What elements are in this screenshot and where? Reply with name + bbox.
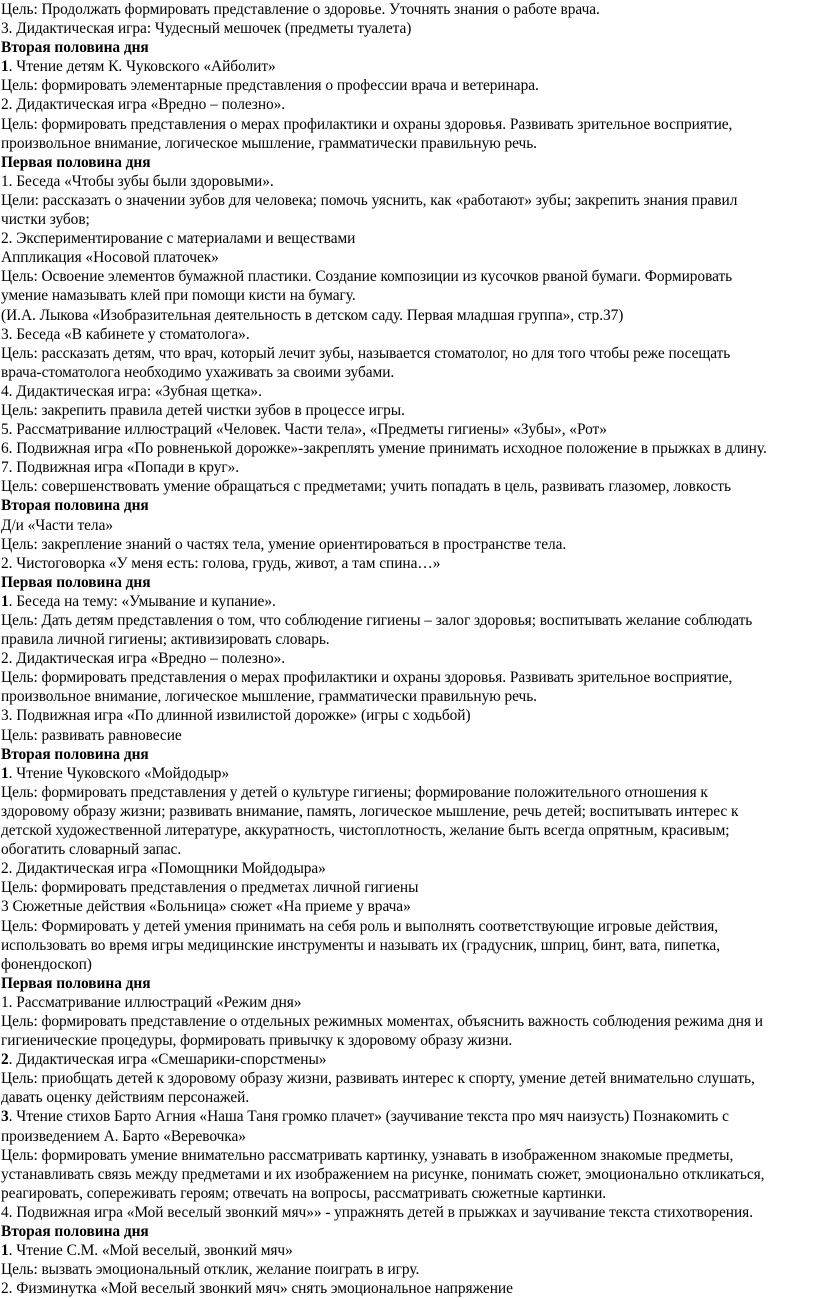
section-heading <box>1 38 810 57</box>
line-text: 3. Дидактическая игра: Чудесный мешочек (предметы туалета) <box>1 20 412 38</box>
line-text: здоровому образу жизни; развивать внимание, память, логическое мышление, речь детей; воспитывать интерес к <box>1 802 739 820</box>
line-text: Цель: закрепление знаний о частях тела, умение ориентироваться в пространстве тела. <box>1 535 567 553</box>
text-line <box>1 1088 810 1107</box>
text-line <box>1 783 810 802</box>
line-text: . Дидактическая игра «Смешарики-спорстмены» <box>8 1051 327 1069</box>
line-text: Цель: формировать представление о отдельных режимных моментах, объяснить важность соблюдения режима дня и <box>1 1012 763 1030</box>
line-text: 3 Сюжетные действия «Больница» сюжет «На приеме у врача» <box>1 898 411 916</box>
line-text: Аппликация «Носовой платочек» <box>1 249 219 267</box>
section-heading <box>1 1222 810 1241</box>
text-line <box>1 917 810 936</box>
line-text: Цель: Дать детям представления о том, что соблюдение гигиены – залог здоровья; воспитывать желание соблюдать <box>1 612 753 629</box>
item-number: 3 <box>1 1108 9 1126</box>
line-text: Цели: рассказать о значении зубов для человека; помочь уяснить, как «работают» зубы; закрепить знания правил <box>1 191 738 209</box>
line-text: Первая половина дня <box>1 153 151 171</box>
section-heading <box>1 496 810 515</box>
line-text: 2. Физминутка «Мой веселый звонкий мяч» снять эмоциональное напряжение <box>1 1280 513 1298</box>
item-number: 1 <box>1 58 9 76</box>
text-line <box>1 1127 810 1146</box>
text-line <box>1 726 810 745</box>
text-line <box>1 516 810 535</box>
text-line <box>1 439 810 458</box>
line-text: Вторая половина дня <box>1 497 149 515</box>
text-line <box>1 401 810 420</box>
text-line <box>1 19 810 38</box>
line-text: Цель: формировать представления о мерах профилактики и охраны здоровья. Развивать зрительное восприятие, <box>1 669 733 687</box>
line-text: 3. Подвижная игра «По длинной извилистой дорожке» (игры с ходьбой) <box>1 707 471 725</box>
line-text: Цель: Формировать у детей умения принимать на себя роль и выполнять соответствующие игровые действия, <box>1 917 719 935</box>
line-text: 4. Дидактическая игра: «Зубная щетка». <box>1 382 262 400</box>
text-line <box>1 554 810 573</box>
text-line <box>1 840 810 859</box>
text-line <box>1 535 810 554</box>
text-line <box>1 1279 810 1298</box>
line-text: . Чтение С.М. «Мой веселый, звонкий мяч» <box>8 1242 293 1260</box>
line-text: Д/и «Части тела» <box>1 516 113 534</box>
text-line <box>1 1241 810 1260</box>
line-text: Цель: приобщать детей к здоровому образу жизни, развивать интерес к спорту, умение детей внимательно слушать, <box>1 1070 755 1088</box>
line-text: произвольное внимание, логическое мышление, грамматически правильную речь. <box>1 688 537 706</box>
line-text: 1. Рассматривание иллюстраций «Режим дня» <box>1 993 302 1011</box>
text-line <box>1 764 810 783</box>
line-text: врача-стоматолога необходимо ухаживать за своими зубами. <box>1 363 395 381</box>
text-line <box>1 344 810 363</box>
text-line <box>1 57 810 76</box>
line-text: Цель: формировать представления о предметах личной гигиены <box>1 879 419 897</box>
line-text: гигиенические процедуры, формировать привычку к здоровому образу жизни. <box>1 1032 513 1050</box>
line-text: Цель: совершенствовать умение обращаться с предметами; учить попадать в цель, развивать глазомер, ловкость <box>1 478 731 496</box>
line-text: использовать во время игры медицинские инструменты и называть их (градусник, шприц, бинт, вата, пипетка, <box>1 936 721 954</box>
text-line <box>1 1184 810 1203</box>
line-text: 2. Дидактическая игра «Вредно – полезно». <box>1 650 286 668</box>
text-line <box>1 286 810 305</box>
line-text: 3. Беседа «В кабинете у стоматолога». <box>1 325 250 343</box>
line-text: 2. Дидактическая игра «Помощники Мойдодыра» <box>1 860 326 878</box>
text-line <box>1 420 810 439</box>
text-line <box>1 1260 810 1279</box>
text-line <box>1 382 810 401</box>
text-line <box>1 306 810 325</box>
text-line <box>1 706 810 725</box>
item-number: 1 <box>1 592 9 610</box>
line-text: 2. Дидактическая игра «Вредно – полезно». <box>1 96 286 114</box>
line-text: Цель: закрепить правила детей чистки зубов в процессе игры. <box>1 401 405 419</box>
text-line <box>1 592 810 611</box>
line-text: 6. Подвижная игра «По ровненькой дорожке»-закреплять умение принимать исходное положение в прыжках в длину. <box>1 440 767 458</box>
line-text: умение намазывать клей при помощи кисти на бумагу. <box>1 287 356 305</box>
text-line <box>1 1146 810 1165</box>
line-text: Цель: вызвать эмоциональный отклик, желание поиграть в игру. <box>1 1261 420 1279</box>
line-text: Цель: формировать представления о мерах профилактики и охраны здоровья. Развивать зрительное восприятие, <box>1 115 733 133</box>
line-text: Цель: рассказать детям, что врач, который лечит зубы, называется стоматолог, но для того чтобы реже посещать <box>1 344 731 362</box>
text-line <box>1 115 810 134</box>
line-text: обогатить словарный запас. <box>1 841 182 859</box>
text-line <box>1 248 810 267</box>
line-text: Цель: формировать представления у детей о культуре гигиены; формирование положительного отношения к <box>1 783 708 801</box>
line-text: Цель: формировать умение внимательно рассматривать картинку, узнавать в изображенном знакомые предметы, <box>1 1146 734 1164</box>
line-text: давать оценку действиям персонажей. <box>1 1089 250 1107</box>
text-line <box>1 229 810 248</box>
text-line <box>1 878 810 897</box>
text-line <box>1 821 810 840</box>
text-line <box>1 325 810 344</box>
text-line <box>1 0 810 19</box>
text-line <box>1 687 810 706</box>
line-text: 5. Рассматривание иллюстраций «Человек. Части тела», «Предметы гигиены» «Зубы», «Рот» <box>1 421 607 439</box>
text-line <box>1 134 810 153</box>
section-heading <box>1 573 810 592</box>
line-text: правила личной гигиены; активизировать словарь. <box>1 631 330 649</box>
line-text: . Беседа на тему: «Умывание и купание». <box>8 592 276 610</box>
line-text: Цель: формировать элементарные представления о профессии врача и ветеринара. <box>1 77 539 95</box>
line-text: устанавливать связь между предметами и их изображением на рисунке, понимать сюжет, эмоционально откликаться, <box>1 1165 765 1183</box>
text-line <box>1 1031 810 1050</box>
line-text: Первая половина дня <box>1 573 151 591</box>
text-line <box>1 1107 810 1126</box>
text-line <box>1 1165 810 1184</box>
line-text: детской художественной литературе, аккуратность, чистоплотность, желание быть всегда опрятным, красивым; <box>1 822 730 840</box>
line-text: произвольное внимание, логическое мышление, грамматически правильную речь. <box>1 134 537 152</box>
section-heading <box>1 153 810 172</box>
line-text: . Чтение Чуковского «Мойдодыр» <box>8 764 230 782</box>
text-line <box>1 611 810 630</box>
item-number: 2 <box>1 1051 9 1069</box>
line-text: чистки зубов; <box>1 211 90 229</box>
line-text: Вторая половина дня <box>1 39 149 57</box>
section-heading <box>1 745 810 764</box>
section-heading <box>1 974 810 993</box>
text-line <box>1 172 810 191</box>
text-line <box>1 458 810 477</box>
line-text: произведением А. Барто «Веревочка» <box>1 1127 246 1145</box>
text-line <box>1 191 810 210</box>
text-line <box>1 955 810 974</box>
line-text: Цель: Продолжать формировать представление о здоровье. Уточнять знания о работе врача. <box>1 1 600 18</box>
line-text: 1. Беседа «Чтобы зубы были здоровыми». <box>1 172 274 190</box>
text-line <box>1 897 810 916</box>
text-line <box>1 1203 810 1222</box>
text-line <box>1 936 810 955</box>
line-text: 2. Чистоговорка «У меня есть: голова, грудь, живот, а там спина…» <box>1 554 441 572</box>
text-line <box>1 649 810 668</box>
text-line <box>1 76 810 95</box>
text-line <box>1 859 810 878</box>
line-text: (И.А. Лыкова «Изобразительная деятельность в детском саду. Первая младшая группа», стр.37) <box>1 306 624 324</box>
line-text: фонендоскоп) <box>1 955 92 973</box>
line-text: Вторая половина дня <box>1 1223 149 1240</box>
line-text: 7. Подвижная игра «Попади в круг». <box>1 459 240 477</box>
text-line <box>1 267 810 286</box>
item-number: 1 <box>1 764 9 782</box>
text-line <box>1 668 810 687</box>
line-text: Цель: Освоение элементов бумажной пластики. Создание композиции из кусочков рваной бумаги. Формировать <box>1 268 733 286</box>
text-line <box>1 993 810 1012</box>
text-line <box>1 1050 810 1069</box>
line-text: 2. Экспериментирование с материалами и веществами <box>1 230 356 248</box>
line-text: Вторая половина дня <box>1 745 149 763</box>
line-text: реагировать, сопереживать героям; отвечать на вопросы, рассматривать сюжетные картинки. <box>1 1184 607 1202</box>
line-text: 4. Подвижная игра «Мой веселый звонкий мяч»» - упражнять детей в прыжках и заучивание текста стихотворения. <box>1 1203 754 1221</box>
text-line <box>1 477 810 496</box>
text-line <box>1 1069 810 1088</box>
line-text: . Чтение детям К. Чуковского «Айболит» <box>8 58 276 76</box>
line-text: . Чтение стихов Барто Агния «Наша Таня громко плачет» (заучивание текста про мяч наизусть) Познакомить с <box>8 1108 729 1126</box>
text-line <box>1 802 810 821</box>
line-text: Первая половина дня <box>1 974 151 992</box>
text-line <box>1 630 810 649</box>
line-text: Цель: развивать равновесие <box>1 726 182 744</box>
text-line <box>1 1012 810 1031</box>
text-line <box>1 363 810 382</box>
text-line <box>1 95 810 114</box>
item-number: 1 <box>1 1242 9 1260</box>
text-line <box>1 210 810 229</box>
